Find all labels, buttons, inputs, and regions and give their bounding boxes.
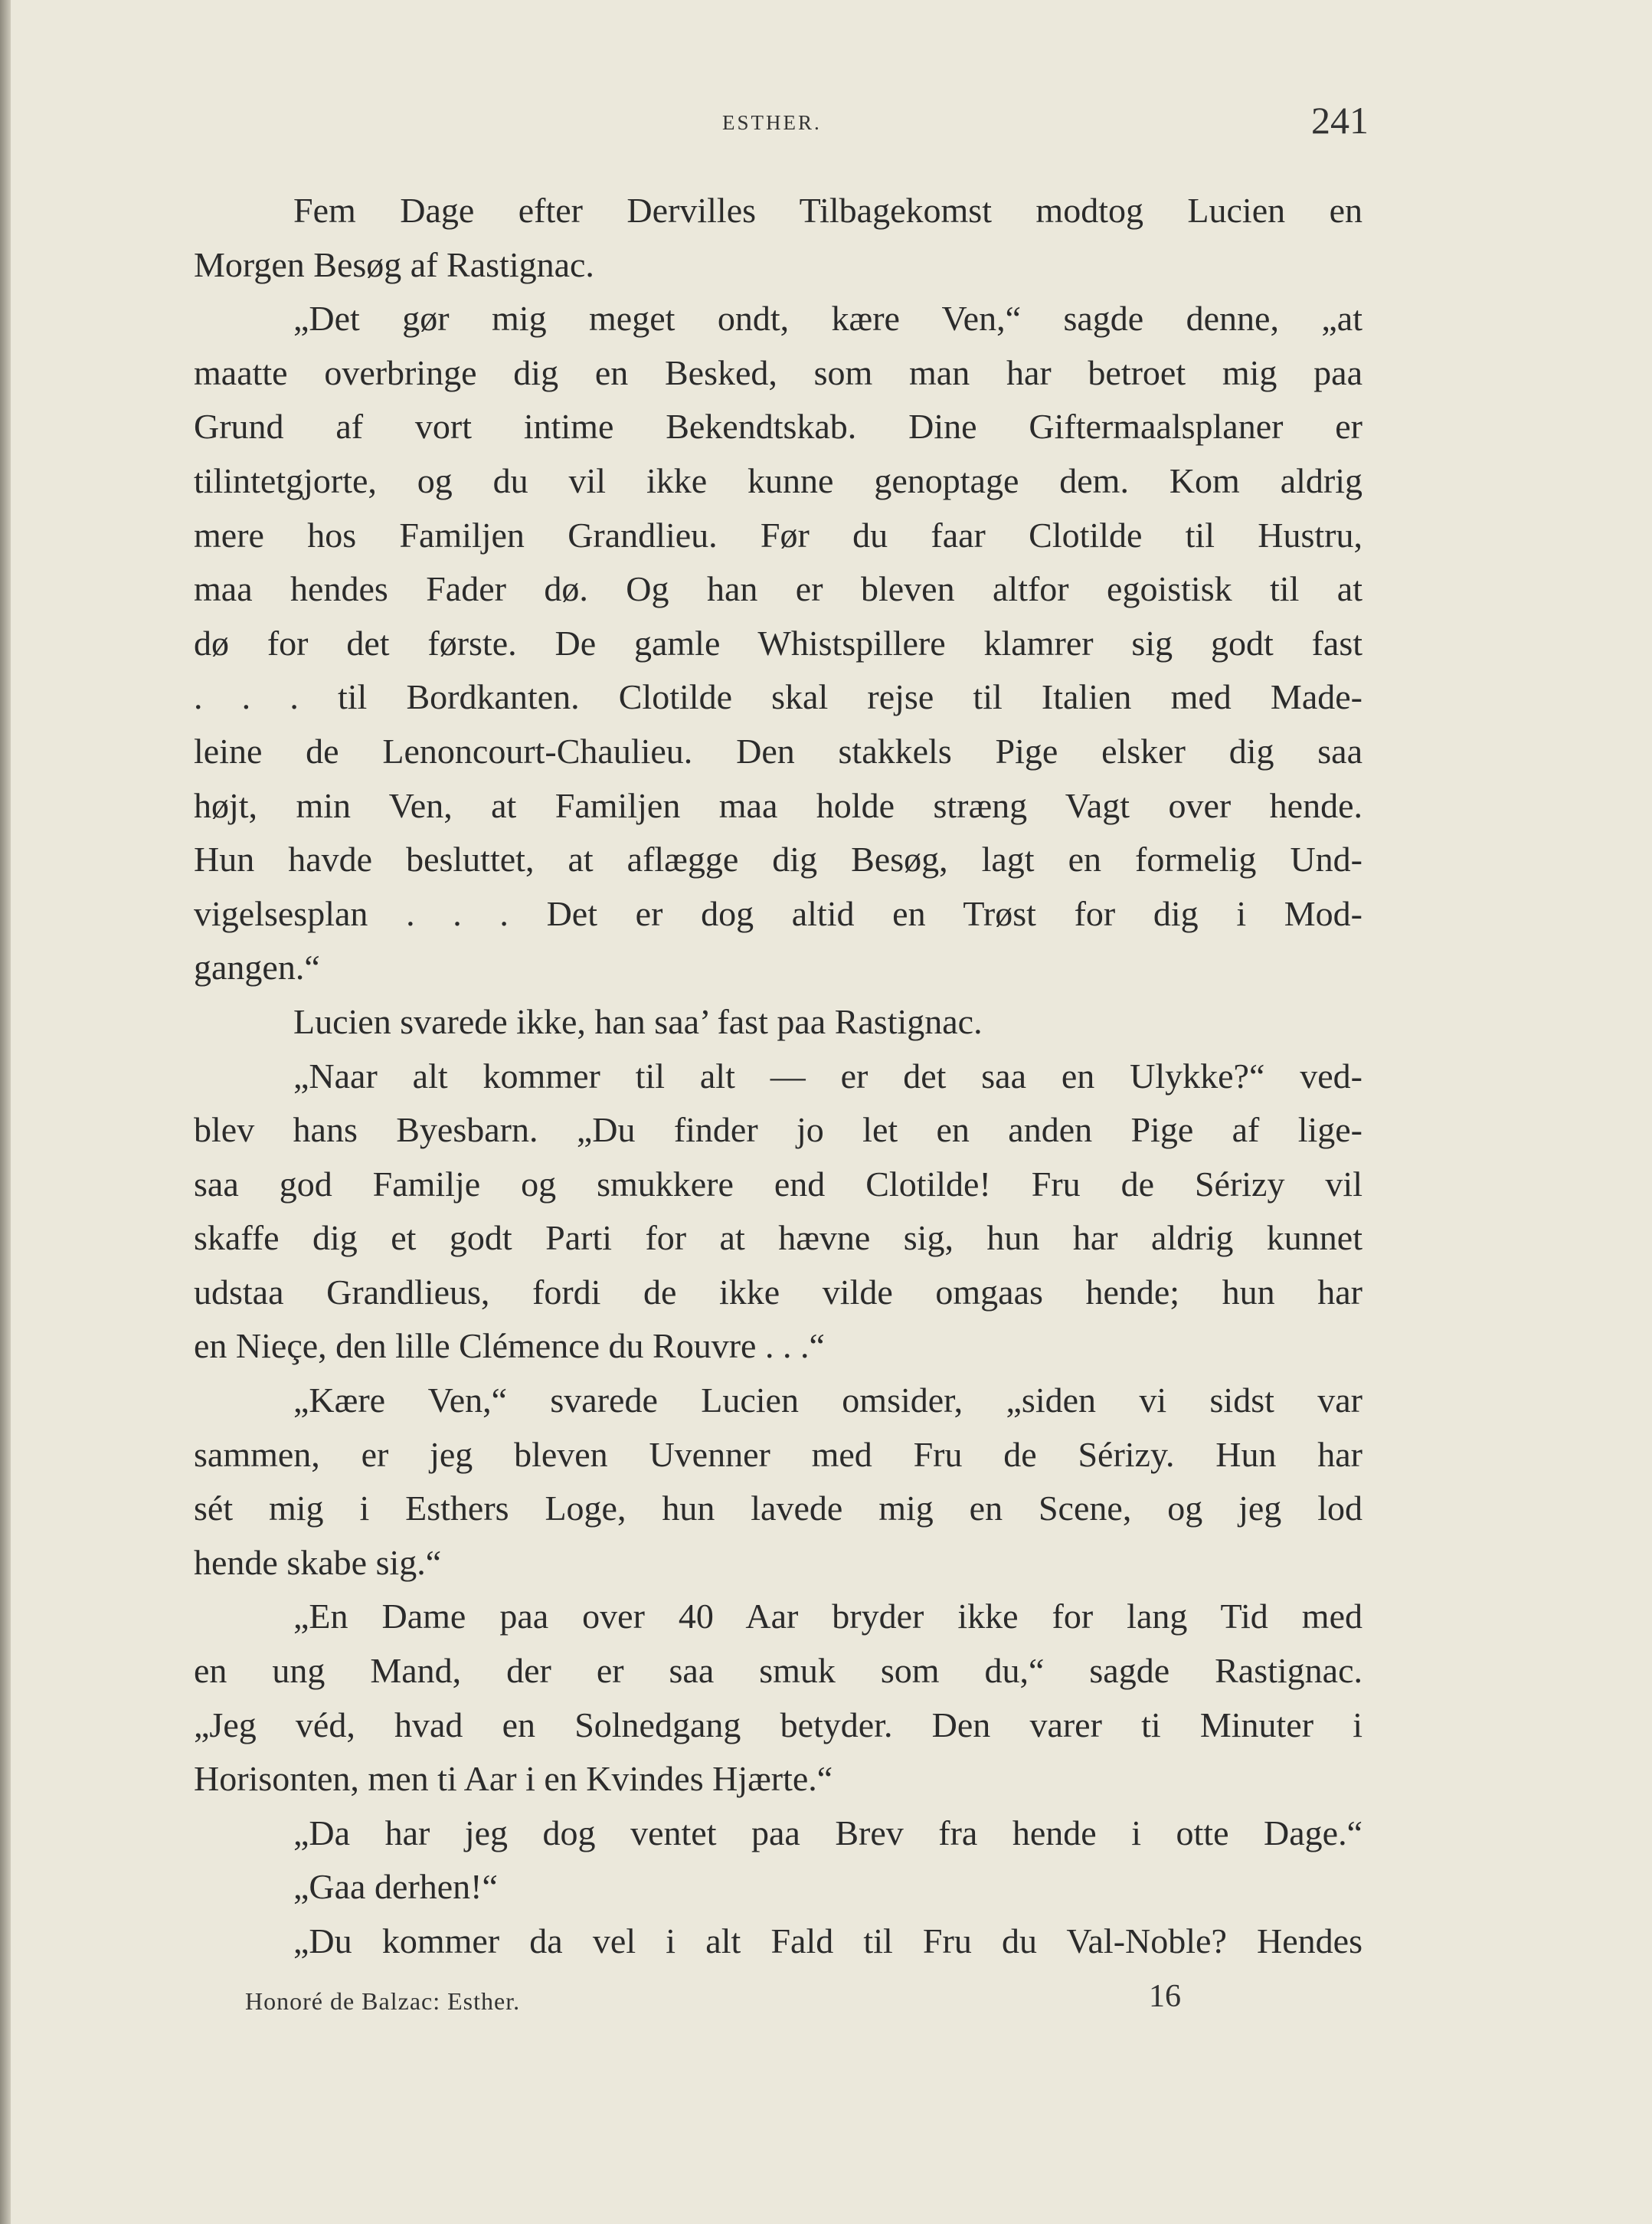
text-line: dø for det første. De gamle Whistspillere klamrer sig godt fast (194, 623, 1362, 663)
text-line: „En Dame paa over 40 Aar bryder ikke for lang Tid med (293, 1597, 1362, 1636)
text-line: . . . til Bordkanten. Clotilde skal rejse til Italien med Made- (194, 677, 1362, 717)
text-line: „Kære Ven,“ svarede Lucien omsider, „siden vi sidst var (293, 1381, 1362, 1420)
text-line: sét mig i Esthers Loge, hun lavede mig en Scene, og jeg lod (194, 1489, 1362, 1528)
footer-author-title: Honoré de Balzac: Esther. (245, 1987, 521, 2015)
text-line: en ung Mand, der er saa smuk som du,“ sagde Rastignac. (194, 1651, 1362, 1691)
text-line: „Da har jeg dog ventet paa Brev fra hende i otte Dage.“ (293, 1813, 1362, 1852)
text-line: leine de Lenoncourt-Chaulieu. Den stakkels Pige elsker dig saa (194, 731, 1362, 771)
text-line: „Du kommer da vel i alt Fald til Fru du Val-Noble? Hendes (293, 1921, 1362, 1960)
text-line: Horisonten, men ti Aar i en Kvindes Hjærte.“ (194, 1759, 833, 1799)
text-line: gangen.“ (194, 948, 320, 988)
text-line: tilintetgjorte, og du vil ikke kunne genoptage dem. Kom aldrig (194, 460, 1362, 500)
text-line: saa god Familje og smukkere end Clotilde! Fru de Sérizy vil (194, 1164, 1362, 1204)
text-line: „Det gør mig meget ondt, kære Ven,“ sagde denne, „at (293, 299, 1362, 339)
text-line: Fem Dage efter Dervilles Tilbagekomst modtog Lucien en (293, 191, 1362, 230)
text-line: maa hendes Fader dø. Og han er bleven altfor egoistisk til at (194, 569, 1362, 609)
body-text (194, 184, 1362, 1969)
text-line: Morgen Besøg af Rastignac. (194, 244, 594, 284)
text-line: maatte overbringe dig en Besked, som man har betroet mig paa (194, 352, 1362, 392)
text-line: „Gaa derhen!“ (293, 1867, 498, 1907)
text-line: hende skabe sig.“ (194, 1542, 442, 1582)
text-line: Hun havde besluttet, at aflægge dig Besøg, lagt en formelig Und- (194, 840, 1362, 879)
text-line: Lucien svarede ikke, han saa’ fast paa Rastignac. (293, 1001, 983, 1041)
text-line: højt, min Ven, at Familjen maa holde stræng Vagt over hende. (194, 785, 1362, 825)
text-line: skaffe dig et godt Parti for at hævne sig, hun har aldrig kunnet (194, 1218, 1362, 1258)
text-line: en Nieçe, den lille Clémence du Rouvre . . .“ (194, 1326, 825, 1366)
text-line: udstaa Grandlieus, fordi de ikke vilde omgaas hende; hun har (194, 1272, 1362, 1312)
text-line: sammen, er jeg bleven Uvenner med Fru de Sérizy. Hun har (194, 1434, 1362, 1474)
running-head: ESTHER. (722, 111, 822, 134)
footer-signature-mark: 16 (1149, 1979, 1181, 2014)
page-number: 241 (1311, 99, 1369, 142)
text-line: „Naar alt kommer til alt — er det saa en Ulykke?“ ved- (293, 1056, 1362, 1096)
text-line: Grund af vort intime Bekendtskab. Dine Giftermaalsplaner er (194, 407, 1362, 447)
page-edge-shadow (0, 0, 11, 2224)
text-line: „Jeg véd, hvad en Solnedgang betyder. Den varer ti Minuter i (194, 1705, 1362, 1744)
text-line: blev hans Byesbarn. „Du finder jo let en anden Pige af lige- (194, 1110, 1362, 1150)
text-line: mere hos Familjen Grandlieu. Før du faar Clotilde til Hustru, (194, 515, 1362, 555)
text-line: vigelsesplan . . . Det er dog altid en Trøst for dig i Mod- (194, 893, 1362, 933)
